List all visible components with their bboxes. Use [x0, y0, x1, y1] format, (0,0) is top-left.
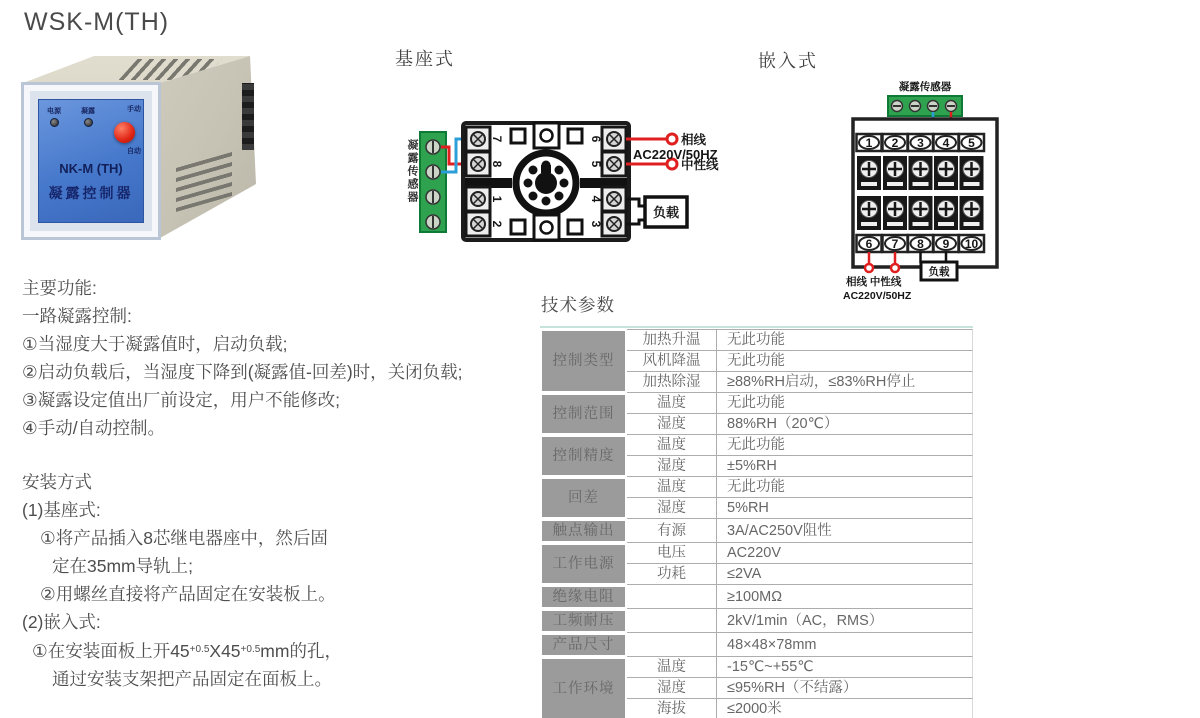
spec-value: AC220V [717, 543, 973, 564]
spec-group-label: 工作电源 [540, 543, 627, 585]
base-supply-label: AC220V/50HZ [633, 147, 718, 162]
spec-value: ≤2VA [717, 564, 973, 585]
base-terminal-number: 7 [490, 135, 504, 143]
tolerance-superscript: +0.5 [189, 644, 210, 655]
embedded-terminal-number: 10 [964, 237, 979, 251]
embedded-load-label: 负载 [928, 266, 950, 278]
diagram-embedded-svg [843, 76, 1005, 310]
spec-value: 5%RH [717, 498, 973, 519]
embedded-phase-node-icon [865, 264, 873, 272]
installation-line: ①将产品插入8芯继电器座中，然后固 [40, 528, 328, 548]
base-neutral-label: 中性线 [681, 158, 719, 172]
base-phase-node-icon [667, 134, 677, 144]
spec-group-label: 控制精度 [540, 435, 627, 477]
power-led-label: 电源 [47, 108, 61, 115]
spec-subcategory: 风机降温 [627, 351, 717, 372]
installation-line: 通过安装支架把产品固定在面板上。 [52, 669, 332, 689]
base-terminal-number: 4 [589, 195, 603, 203]
embedded-terminal-number: 2 [891, 136, 899, 150]
functions-line: ②启动负载后，当湿度下降到(凝露值-回差)时，关闭负载; [22, 362, 463, 382]
installation-line-part: ①在安装面板上开45 [32, 641, 190, 661]
embedded-terminal-number: 3 [917, 136, 924, 150]
spec-subcategory: 湿度 [627, 498, 717, 519]
base-terminal-number: 8 [490, 160, 504, 168]
spec-subcategory: 温度 [627, 657, 717, 678]
spec-row [540, 585, 973, 609]
page-title: WSK-M(TH) [24, 8, 170, 36]
device-product-name: 凝露控制器 [48, 185, 134, 201]
spec-row [540, 609, 973, 633]
base-terminal-number: 3 [589, 220, 603, 228]
diagram-embedded-title: 嵌入式 [758, 51, 818, 71]
installation-line [32, 636, 342, 665]
diagram-base-svg [398, 116, 732, 250]
product-photo [16, 46, 258, 254]
spec-row [540, 633, 973, 657]
dew-led-icon [84, 118, 93, 127]
installation-line-part: X45 [209, 641, 241, 661]
spec-group-label: 工作环境 [540, 657, 627, 718]
spec-subcategory: 温度 [627, 477, 717, 498]
embedded-terminal-number: 1 [865, 136, 873, 150]
base-terminal-number: 6 [589, 135, 603, 143]
installation-line: ②用螺丝直接将产品固定在安装板上。 [40, 584, 336, 604]
spec-row [540, 393, 973, 414]
specs-table-body [540, 329, 973, 718]
base-terminal-number: 1 [490, 195, 504, 203]
spec-value: 无此功能 [717, 351, 973, 372]
spec-subcategory [627, 609, 717, 633]
spec-group-label: 控制类型 [540, 329, 627, 393]
spec-subcategory: 温度 [627, 393, 717, 414]
embedded-sensor-label: 凝露传感器 [898, 81, 952, 93]
spec-row [540, 435, 973, 456]
embedded-terminal-number: 4 [942, 136, 950, 150]
spec-value: 48×48×78mm [717, 633, 973, 657]
spec-row [540, 519, 973, 543]
spec-group-label: 绝缘电阻 [540, 585, 627, 609]
embedded-terminal-number: 9 [942, 237, 950, 251]
spec-value: 无此功能 [717, 329, 973, 351]
device-front-cover [21, 82, 161, 240]
auto-mode-label: 自动 [127, 148, 141, 155]
embedded-terminal-number: 7 [891, 237, 899, 251]
spec-value: ≤95%RH（不结露） [717, 678, 973, 699]
device-rear-connector [242, 83, 254, 150]
diagram-base-title: 基座式 [395, 49, 455, 69]
embedded-supply-label: AC220V/50HZ [843, 290, 912, 302]
spec-subcategory [627, 633, 717, 657]
functions-line: ①当湿度大于凝露值时，启动负载; [22, 334, 288, 354]
embedded-terminal-number: 8 [917, 237, 924, 251]
tolerance-superscript: +0.5 [240, 644, 261, 655]
embedded-neutral-node-icon [891, 264, 899, 272]
spec-value: 2kV/1min（AC，RMS） [717, 609, 973, 633]
spec-value: 无此功能 [717, 435, 973, 456]
installation-heading: 安装方式 [22, 472, 92, 492]
spec-subcategory: 湿度 [627, 456, 717, 477]
spec-value: ≤2000米 [717, 699, 973, 718]
spec-subcategory: 有源 [627, 519, 717, 543]
installation-line: (2)嵌入式: [22, 612, 101, 632]
embedded-terminal-number: 6 [865, 237, 873, 251]
manual-auto-button [114, 122, 135, 143]
base-relay-socket [463, 123, 629, 240]
spec-row [540, 329, 973, 351]
specs-table-wrap [540, 326, 973, 718]
power-led-icon [50, 118, 59, 127]
spec-group-label: 控制范围 [540, 393, 627, 435]
spec-row [540, 543, 973, 564]
spec-row [540, 657, 973, 678]
dew-led-label: 凝露 [81, 108, 95, 115]
spec-value: 88%RH（20℃） [717, 414, 973, 435]
functions-heading: 主要功能: [22, 278, 97, 298]
spec-subcategory: 加热除湿 [627, 372, 717, 393]
manual-mode-label: 手动 [127, 106, 141, 113]
spec-subcategory: 电压 [627, 543, 717, 564]
embedded-terminal-number: 5 [968, 136, 975, 150]
spec-value: -15℃~+55℃ [717, 657, 973, 678]
functions-section [22, 274, 463, 442]
spec-value: 3A/AC250V阻性 [717, 519, 973, 543]
spec-row [540, 477, 973, 498]
spec-value: ≥100MΩ [717, 585, 973, 609]
spec-value: ≥88%RH启动，≤83%RH停止 [717, 372, 973, 393]
specs-heading: 技术参数 [541, 295, 615, 315]
spec-subcategory: 温度 [627, 435, 717, 456]
spec-subcategory: 湿度 [627, 678, 717, 699]
diagram-base-sensor-label: 凝露传感器 [406, 139, 418, 204]
installation-section [22, 468, 342, 693]
device-model-text: NK-M (TH) [59, 161, 123, 176]
spec-subcategory: 功耗 [627, 564, 717, 585]
spec-group-label: 工频耐压 [540, 609, 627, 633]
base-phase-label: 相线 [681, 133, 707, 147]
embedded-phase-neutral-label: 相线 中性线 [846, 276, 902, 288]
spec-group-label: 触点输出 [540, 519, 627, 543]
installation-line: (1)基座式: [22, 500, 101, 520]
spec-subcategory [627, 585, 717, 609]
base-terminal-number: 5 [589, 160, 603, 168]
spec-value: 无此功能 [717, 477, 973, 498]
spec-group-label: 回差 [540, 477, 627, 519]
spec-subcategory: 海拔 [627, 699, 717, 718]
installation-line-part: mm的孔， [260, 641, 342, 661]
installation-line: 定在35mm导轨上; [52, 556, 193, 576]
base-load-label: 负载 [652, 205, 680, 220]
device-front-panel [38, 99, 144, 223]
functions-line: ③凝露设定值出厂前设定，用户不能修改; [22, 390, 341, 410]
functions-line: 一路凝露控制: [22, 306, 132, 326]
spec-subcategory: 湿度 [627, 414, 717, 435]
spec-group-label: 产品尺寸 [540, 633, 627, 657]
specs-table [540, 329, 973, 718]
base-terminal-number: 2 [490, 220, 504, 228]
spec-subcategory: 加热升温 [627, 329, 717, 351]
spec-value: ±5%RH [717, 456, 973, 477]
functions-line: ④手动/自动控制。 [22, 418, 166, 438]
spec-value: 无此功能 [717, 393, 973, 414]
